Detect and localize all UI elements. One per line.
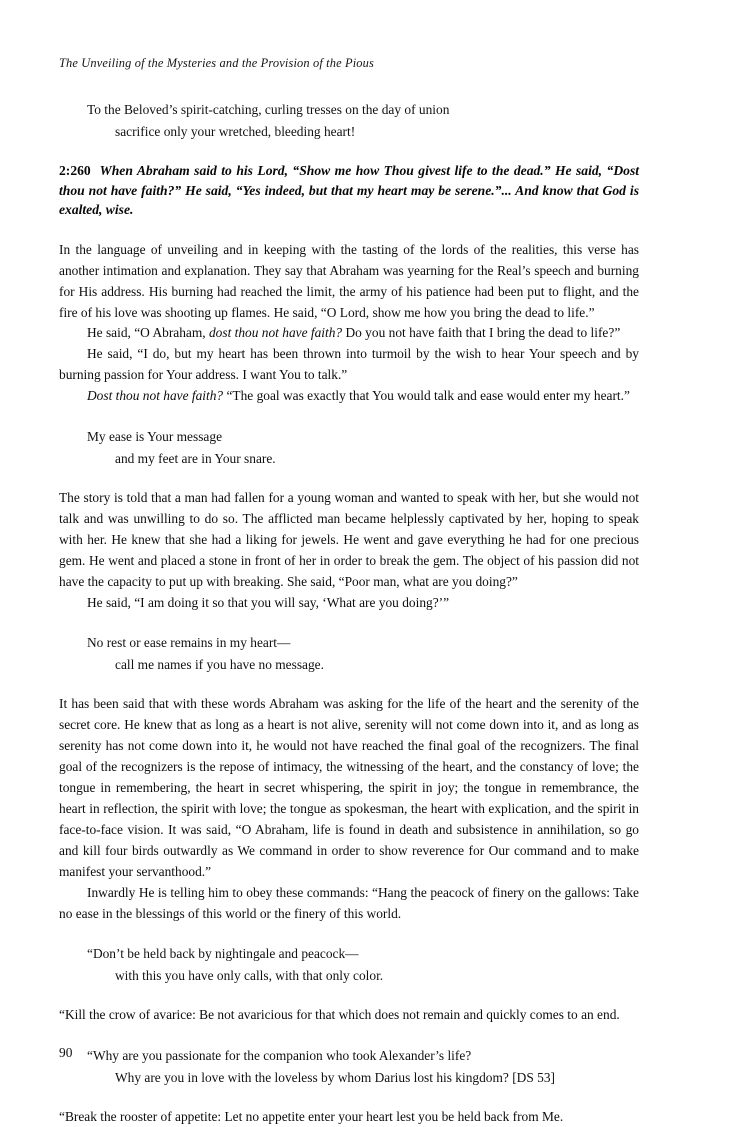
- poem-line: Why are you in love with the loveless by whom Darius lost his kingdom? [DS 53]: [115, 1069, 555, 1085]
- poem-line: No rest or ease remains in my heart—: [87, 635, 291, 651]
- quran-verse-block: [59, 161, 639, 220]
- paragraph: [59, 593, 639, 614]
- paragraph-text: “The goal was exactly that You would talk and ease would enter my heart.”: [223, 388, 630, 404]
- spacer: [59, 613, 639, 632]
- poem-line: To the Beloved’s spirit-catching, curling tresses on the day of union: [87, 102, 450, 117]
- paragraph-text: He said, “I do, but my heart has been thrown into turmoil by the wish to hear Your speech and by burning passion for Your address. I want You to talk.”: [59, 346, 639, 383]
- verse-text: When Abraham said to his Lord, “Show me how Thou givest life to the dead.” He said, “Dost thou not have faith?” He said, “Yes indeed, but that my heart may be serene.”... And know that God is exalted, wise.: [59, 163, 640, 218]
- poem-line: with this you have only calls, with that only color.: [115, 967, 384, 983]
- paragraph-text: “Kill the crow of avarice: Be not avaricious for that which does not remain and quickly comes to an end.: [59, 1007, 620, 1023]
- paragraph-text: He said, “O Abraham,: [87, 325, 209, 341]
- paragraph: [59, 883, 639, 925]
- spacer: [59, 924, 639, 943]
- paragraph: [59, 344, 639, 386]
- spacer: [59, 469, 639, 488]
- paragraph: [59, 488, 639, 593]
- page-number: 90: [59, 1045, 73, 1060]
- running-header: The Unveiling of the Mysteries and the Provision of the Pious: [59, 56, 374, 70]
- paragraph: [59, 386, 639, 407]
- poem-line: and my feet are in Your snare.: [115, 450, 276, 466]
- poem-alexander-couplet: [59, 1045, 639, 1088]
- poem-nightingale-couplet: [59, 943, 639, 986]
- spacer: [59, 407, 639, 426]
- poem-line: “Why are you passionate for the companion who took Alexander’s life?: [87, 1048, 472, 1064]
- spacer: [59, 1088, 639, 1107]
- spacer: [59, 986, 639, 1005]
- poem-opening-couplet: [59, 99, 639, 142]
- paragraph: [59, 240, 639, 324]
- paragraph: [59, 323, 639, 344]
- spacer: [59, 1026, 639, 1045]
- paragraph-text: He said, “I am doing it so that you will say, ‘What are you doing?’”: [87, 594, 450, 610]
- paragraph-italic: dost thou not have faith?: [208, 325, 343, 341]
- paragraph-text: The story is told that a man had fallen for a young woman and wanted to speak with her, but she would not talk and was unwilling to do so. The afflicted man became helplessly captivated by her, hoping to speak with her. He knew that she had a liking for jewels. He went and gave everything he had for one precious gem. He went and placed a stone in front of her in order to break the gem. The object of his passion did not have the capacity to put up with breaking. She said, “Poor man, what are you doing?”: [59, 490, 639, 589]
- paragraph-text: Inwardly He is telling him to obey these commands: “Hang the peacock of finery on the gallows: Take no ease in the blessings of this world or the finery of this world.: [59, 884, 639, 921]
- poem-ease-couplet: [59, 426, 639, 469]
- spacer: [59, 675, 639, 694]
- paragraph: [59, 1107, 639, 1127]
- paragraph: [59, 1005, 639, 1026]
- poem-line: call me names if you have no message.: [115, 656, 324, 672]
- paragraph-text: “Break the rooster of appetite: Let no appetite enter your heart lest you be held back from Me.: [59, 1109, 564, 1125]
- paragraph-italic: Dost thou not have faith?: [87, 388, 224, 404]
- poem-line: My ease is Your message: [87, 429, 223, 445]
- verse-number: 2:260: [59, 163, 91, 178]
- poem-line: sacrifice only your wretched, bleeding heart!: [115, 123, 356, 139]
- paragraph-text: Do you not have faith that I bring the dead to life?”: [342, 325, 621, 341]
- poem-line: “Don’t be held back by nightingale and peacock—: [87, 946, 359, 962]
- poem-no-rest-couplet: [59, 632, 639, 675]
- paragraph-text: In the language of unveiling and in keeping with the tasting of the lords of the realities, this verse has another intimation and explanation. They say that Abraham was yearning for the Real’s speech and burning for His address. His burning had reached the limit, the army of his patience had been put to flight, and the fire of his love was shooting up flames. He said, “O Lord, show me how you bring the dead to life.”: [59, 241, 639, 320]
- paragraph-text: It has been said that with these words Abraham was asking for the life of the heart and the serenity of the secret core. He knew that as long as a heart is not alive, serenity will not come down into it, and as long as serenity has not come down into it, he would not have reached the final goal of the recognizers. The final goal of the recognizers is the repose of intimacy, the witnessing of the heart, and the constancy of love; the tongue in remembering, the heart in secret whispering, the spirit in joy; the tongue in remembrance, the heart in reflection, the spirit with love; the tongue as spokesman, the heart with explication, and the spirit in face-to-face vision. It was said, “O Abraham, life is found in death and subsistence in annihilation, so go and kill four birds outwardly as We command in order to show reverence for Our command and to make manifest your servanthood.”: [59, 696, 639, 879]
- page-content: [59, 55, 639, 1127]
- paragraph: [59, 694, 639, 882]
